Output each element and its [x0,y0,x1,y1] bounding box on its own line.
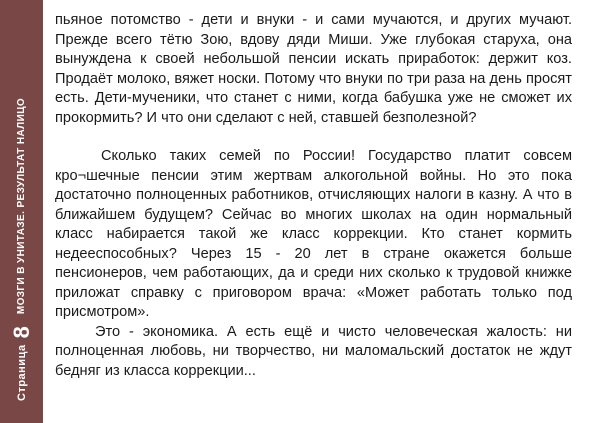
paragraph: Сколько таких семей по России! Государство платит совсем кро¬шечные пенсии этим жертвам алкогольной войны. Но это пока достаточно полноценных работников, отчисляющих налоги в казну. А что в ближайшем будущем? Сейчас во многих школах на один нормальный класс набирается такой же класс коррекции. Кто станет кормить недееспособных? Через 15 - 20 лет в стране окажется больше пенсионеров, чем работающих, да и среди них сколько к трудовой книжке приложат справку с приговором врача: «Может работать только под присмотром». [55,148,572,320]
article-body [55,11,572,381]
page-label: Страница [15,344,28,401]
sidebar-caption [0,0,43,423]
page-number: 8 [8,326,34,339]
paragraph: пьяное потомство - дети и внуки - и сами мучаются, и других мучают. Прежде всего тётю Зою, вдову дяди Миши. Уже глубокая старуха, она вынуждена к своей небольшой пенсии искать приработок: держит коз. Продаёт молоко, вяжет носки. Потому что внуки по три раза на день просят есть. Дети-мученики, что станет с ними, когда бабушка уже не сможет их прокормить? И что они сделают с ней, ставшей безполезной? [55,12,572,126]
paragraph: Это - экономика. А есть ещё и чисто человеческая жалость: ни полноценная любовь, ни творчество, ни маломальский достаток не ждут бедняг из класса коррекции... [55,323,572,379]
section-title: МОЗГИ В УНИТАЗЕ. РЕЗУЛЬТАТ НАЛИЦО [16,97,27,315]
